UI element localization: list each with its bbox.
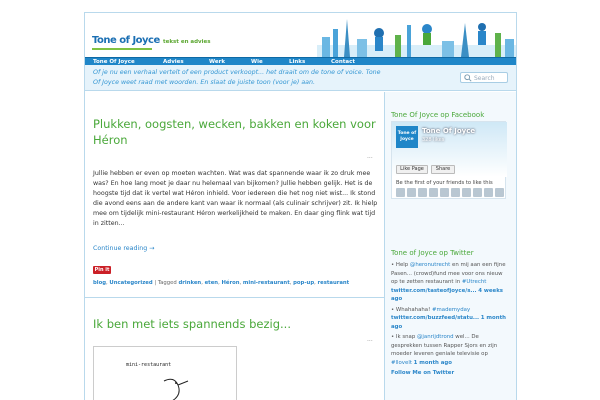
post-divider (85, 297, 385, 298)
follow-twitter-link[interactable]: Follow Me on Twitter (391, 370, 455, 376)
tweet-item: • Help @heronutrecht en mij aan een fijne Pasen... (crowd)fund mee voor ons nieuw op te zetten restaurant in #Utrecht twitter.com/tasteofjoyce/s... 4 weeks ago (391, 262, 506, 302)
tweet-mention[interactable]: @janrijdtrond (417, 334, 454, 340)
tweet-hashtag[interactable]: #Utrecht (461, 279, 487, 285)
tag-link[interactable]: eten (204, 280, 219, 286)
search-placeholder: Search (474, 75, 495, 82)
nav-item-werk[interactable]: Werk (209, 59, 225, 65)
facebook-cover-photo (392, 122, 507, 177)
friend-avatar[interactable] (418, 188, 427, 197)
nav-item-tone-of-joyce[interactable]: Tone Of Joyce (93, 59, 135, 65)
post-meta: ... (367, 336, 373, 343)
post-title[interactable]: Plukken, oogsten, wecken, bakken en koken voor Héron (93, 117, 376, 147)
tweet-time[interactable]: 1 month ago (391, 315, 506, 330)
search-input[interactable] (460, 72, 508, 83)
friend-avatar[interactable] (451, 188, 460, 197)
friend-avatar[interactable] (396, 188, 405, 197)
facebook-page-logo[interactable]: Tone of Joyce (396, 126, 418, 148)
site-logo[interactable]: Tone of Joyce (92, 35, 160, 46)
facebook-friend-faces (396, 188, 504, 198)
category-link[interactable]: blog (93, 280, 107, 286)
nav-item-advies[interactable]: Advies (163, 59, 184, 65)
tag-link[interactable]: drinken (178, 280, 202, 286)
friend-avatar[interactable] (429, 188, 438, 197)
nav-item-links[interactable]: Links (289, 59, 306, 65)
tag-link[interactable]: mini-restaurant (242, 280, 290, 286)
post-image (93, 346, 237, 400)
facebook-social-text: Be the first of your friends to like this (396, 180, 493, 186)
post-image-caption: mini-restaurant (126, 362, 172, 368)
facebook-widget-heading: Tone Of Joyce op Facebook (391, 111, 485, 119)
nav-item-contact[interactable]: Contact (331, 59, 355, 65)
nav-item-wie[interactable]: Wie (251, 59, 263, 65)
site-tagline: tekst en advies (163, 39, 211, 45)
post-excerpt: Jullie hebben er even op moeten wachten. Wat was dat spannende waar ik zo druk mee was? En hoe lang moet je daar nu helemaal van bijkomen? Jullie hebben gelijk. Het is de hoogste tijd dat ik vertel wat Héron inhield. Voor iedereen die het nog niet wist... Ik stond die avond eens aan de andere kant van waar ik normaal (als culinair schrijver) zit. Ik hielp mee om tijdelijk mini-restaurant Héron werkelijkheid te maken. En daar ging flink wat tijd in zitten... (93, 170, 378, 227)
tweet-hashtag[interactable]: #mademyday (432, 306, 471, 313)
heron-sketch-icon (154, 371, 204, 400)
facebook-page-name[interactable]: Tone Of Joyce (422, 127, 476, 135)
facebook-like-count: 328 likes (422, 137, 445, 143)
category-link[interactable]: Uncategorized (109, 280, 153, 286)
tag-link[interactable]: Héron (221, 280, 240, 286)
friend-avatar[interactable] (407, 188, 416, 197)
continue-reading-link[interactable]: Continue reading → (93, 245, 155, 252)
tweet-link[interactable]: twitter.com/tasteofjoyce/s... (391, 287, 477, 294)
tweet-time[interactable]: 4 weeks ago (391, 287, 504, 302)
header-skyline-illustration (317, 15, 516, 57)
post-title[interactable]: Ik ben met iets spannends bezig... (93, 317, 291, 331)
twitter-widget-heading: Tone of Joyce op Twitter (391, 249, 474, 257)
tag-link[interactable]: pop-up (293, 280, 315, 286)
intro-bar (85, 65, 516, 91)
tweet-item: • Whahahaha! #mademyday twitter.com/buzzfeed/statu... 1 month ago (391, 306, 506, 330)
friend-avatar[interactable] (462, 188, 471, 197)
tweet-hashtag[interactable]: #llovelt (391, 359, 412, 366)
site-intro-text: Of je nu een verhaal vertelt of een product verkoopt... het draait om de tone of voice. Tone Of Joyce weet raad met woorden. En slaat de juiste toon (voor je) aan. (93, 69, 381, 86)
tweet-link[interactable]: twitter.com/buzzfeed/statu... (391, 315, 480, 321)
friend-avatar[interactable] (473, 188, 482, 197)
facebook-like-box (391, 121, 506, 199)
tweet-time[interactable]: 1 month ago (413, 359, 452, 366)
facebook-like-button[interactable]: Like Page (396, 165, 428, 174)
site-header (85, 13, 516, 57)
page-wrapper (84, 12, 517, 400)
post-taxonomy: blog, Uncategorized | Tagged drinken, eten, Héron, mini-restaurant, pop-up, restaurant (93, 280, 350, 286)
tweet-item: • Ik snap @janrijdtrond wel... De gesprekken tussen Rapper Sjors en zijn moeder leveren geniale televisie op #llovelt 1 month ago (391, 334, 498, 366)
friend-avatar[interactable] (440, 188, 449, 197)
search-icon (464, 74, 472, 82)
friend-avatar[interactable] (495, 188, 504, 197)
twitter-feed (391, 261, 509, 378)
main-content (85, 92, 385, 400)
tweet-mention[interactable]: @heronutrecht (409, 262, 451, 268)
sidebar (385, 92, 516, 400)
tagged-label: Tagged (157, 280, 177, 286)
main-navigation (85, 57, 516, 65)
facebook-share-button[interactable]: Share (431, 165, 455, 174)
logo-underline (92, 48, 152, 50)
tag-link[interactable]: restaurant (317, 280, 350, 286)
friend-avatar[interactable] (484, 188, 493, 197)
pinterest-pin-button[interactable]: Pin it (94, 267, 110, 273)
post-meta: ... (367, 153, 373, 160)
